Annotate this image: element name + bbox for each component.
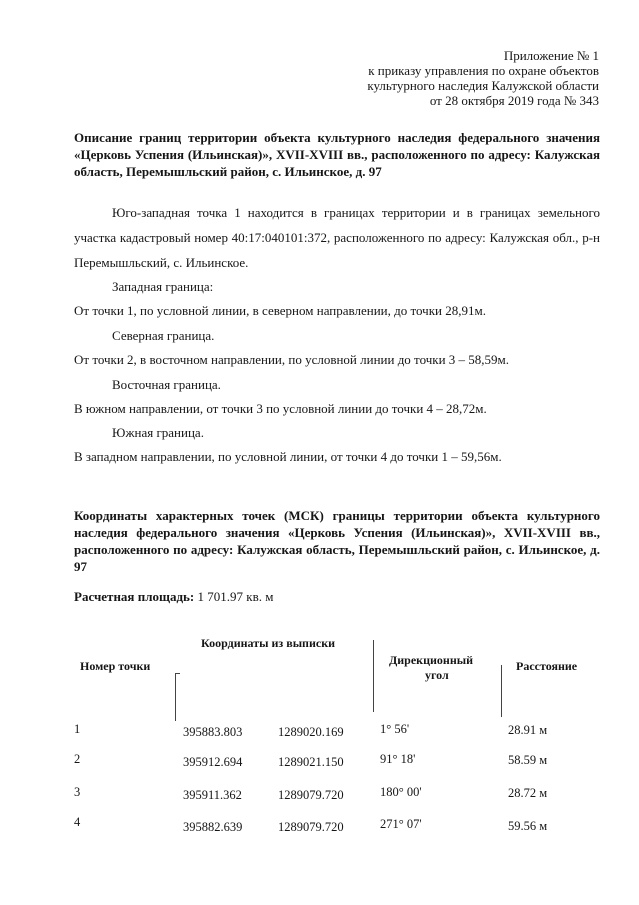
appendix-line-3: культурного наследия Калужской области xyxy=(367,78,599,93)
table-divider-right xyxy=(501,665,502,717)
west-border-text: От точки 1, по условной линии, в северном направлении, до точки 28,91м. xyxy=(74,303,486,318)
area-label: Расчетная площадь: xyxy=(74,589,195,604)
row-y-coord: 1289079.720 xyxy=(278,788,344,802)
row-distance: 28.91 м xyxy=(508,723,548,737)
table-divider-left xyxy=(175,673,176,721)
appendix-line-1: Приложение № 1 xyxy=(503,48,599,63)
row-x-coord: 395911.362 xyxy=(183,788,242,802)
angle-header-line2: угол xyxy=(425,668,449,682)
row-y-coord: 1289021.150 xyxy=(278,755,344,769)
row-distance: 28.72 м xyxy=(508,786,548,800)
row-y-coord: 1289020.169 xyxy=(278,725,344,739)
appendix-line-2: к приказу управления по охране объектов xyxy=(368,63,599,78)
north-border-text: От точки 2, в восточном направлении, по условной линии до точки 3 – 58,59м. xyxy=(74,352,510,367)
row-angle: 271° 07' xyxy=(380,817,422,831)
calculated-area xyxy=(74,589,273,605)
point-number-header: Номер точки xyxy=(80,659,151,673)
east-border-text: В южном направлении, от точки 3 по условной линии до точки 4 – 28,72м. xyxy=(74,401,487,416)
distance-header: Расстояние xyxy=(516,659,578,673)
row-distance: 58.59 м xyxy=(508,753,548,767)
area-value: 1 701.97 кв. м xyxy=(197,589,274,604)
coordinates-heading: Координаты характерных точек (МСК) границы территории объекта культурного наследия федерального значения «Церковь Успения (Ильинская)», XVII-XVIII вв., расположенного по адресу: Калужская область, Перемышльский район, с. Ильинское, д. 97 xyxy=(74,508,600,574)
table-divider-left-tick xyxy=(175,673,180,674)
row-x-coord: 395912.694 xyxy=(183,755,243,769)
intro-paragraph: Юго-западная точка 1 находится в границах территории и в границах земельного участка кадастровый номер 40:17:040101:372, расположенного по адресу: Калужская обл., р-н Перемышльский, с. Ильинское. xyxy=(74,205,600,270)
appendix-line-4: от 28 октября 2019 года № 343 xyxy=(429,93,599,108)
angle-header-line1: Дирекционный xyxy=(389,653,474,667)
north-border-title: Северная граница. xyxy=(112,328,215,343)
row-point-number: 2 xyxy=(74,752,81,766)
row-point-number: 4 xyxy=(74,815,81,829)
appendix-block xyxy=(367,48,599,108)
south-border-title: Южная граница. xyxy=(112,425,204,440)
row-y-coord: 1289079.720 xyxy=(278,820,344,834)
row-distance: 59.56 м xyxy=(508,819,548,833)
south-border-text: В западном направлении, по условной линии, от точки 4 до точки 1 – 59,56м. xyxy=(74,449,502,464)
west-border-title: Западная граница: xyxy=(112,279,214,294)
row-angle: 91° 18' xyxy=(380,752,416,766)
row-x-coord: 395883.803 xyxy=(183,725,243,739)
table-divider-middle xyxy=(373,640,374,712)
coords-header: Координаты из выписки xyxy=(201,636,336,650)
row-angle: 180° 00' xyxy=(380,785,422,799)
row-point-number: 3 xyxy=(74,785,81,799)
east-border-title: Восточная граница. xyxy=(112,377,221,392)
row-x-coord: 395882.639 xyxy=(183,820,243,834)
row-angle: 1° 56' xyxy=(380,722,410,736)
row-point-number: 1 xyxy=(74,722,81,736)
boundary-description-heading: Описание границ территории объекта культурного наследия федерального значения «Церковь Успения (Ильинская)», XVII-XVIII вв., расположенного по адресу: Калужская область, Перемышльский район, с. Ильинское, д. 97 xyxy=(74,130,600,179)
